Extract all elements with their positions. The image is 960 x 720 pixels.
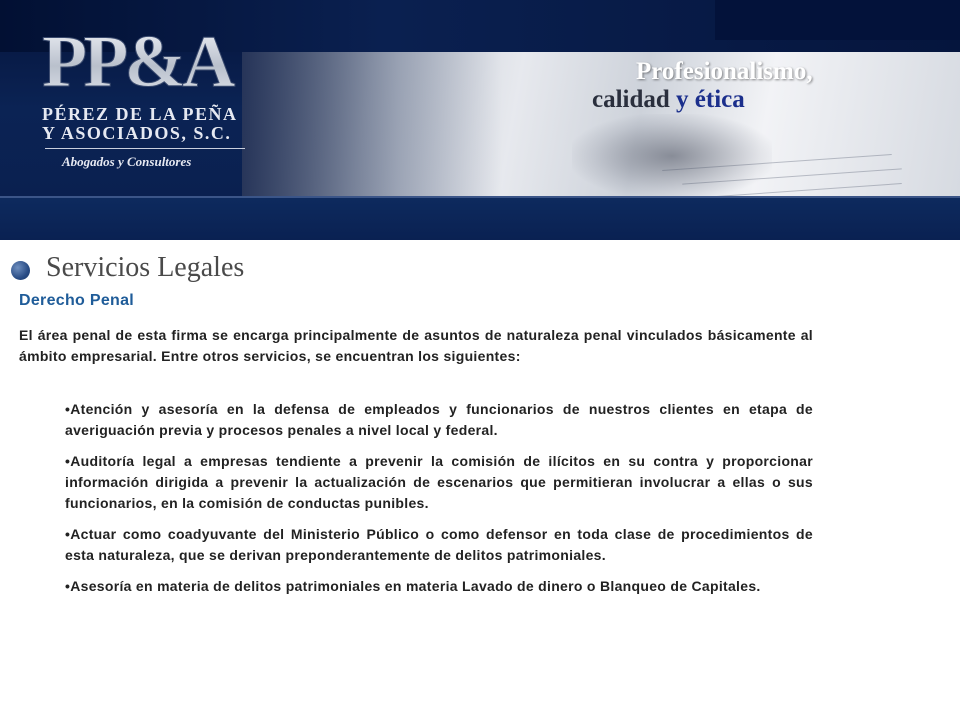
firm-tagline: Abogados y Consultores	[62, 154, 192, 169]
banner-bottom-band	[0, 198, 960, 240]
logo-text: PP&A	[42, 22, 232, 102]
banner-top-right-band	[715, 0, 960, 40]
slogan-line2-prefix: calidad	[592, 86, 677, 113]
section-subtitle: Derecho Penal	[19, 292, 135, 309]
service-item: •Actuar como coadyuvante del Ministerio Público o como defensor en toda clase de procedimientos de esta naturaleza, que se derivan preponderantemente de delitos patrimoniales.	[65, 526, 813, 563]
slogan-line2	[592, 86, 745, 114]
firm-name-line2: Y ASOCIADOS, S.C.	[42, 123, 232, 143]
firm-name	[42, 105, 282, 143]
ppa-logo	[38, 22, 253, 102]
service-item: •Asesoría en materia de delitos patrimoniales en materia Lavado de dinero o Blanqueo de Capitales.	[65, 578, 761, 594]
service-item: •Auditoría legal a empresas tendiente a prevenir la comisión de ilícitos en su contra y proporcionar información dirigida a prevenir la actualización de escenarios que permitieran involucrar a ellas o sus funcionarios, en la comisión de conductas punibles.	[65, 453, 813, 511]
services-list	[65, 399, 813, 607]
firm-name-line1: PÉREZ DE LA PEÑA	[42, 104, 238, 124]
banner-photo-signing-document	[242, 52, 960, 198]
firm-name-rule	[45, 148, 245, 149]
service-item: •Atención y asesoría en la defensa de empleados y funcionarios de nuestros clientes en etapa de averiguación previa y procesos penales a nivel local y federal.	[65, 401, 813, 438]
section-title: Servicios Legales	[46, 252, 245, 283]
slogan-line1: Profesionalismo,	[636, 58, 813, 85]
slogan-line2-accent: y ética	[676, 86, 745, 113]
header-banner	[0, 0, 960, 240]
section-bullet-icon	[11, 261, 30, 280]
intro-paragraph: El área penal de esta firma se encarga principalmente de asuntos de naturaleza penal vinculados básicamente al ámbito empresarial. Entre otros servicios, se encuentran los siguientes:	[19, 327, 813, 364]
